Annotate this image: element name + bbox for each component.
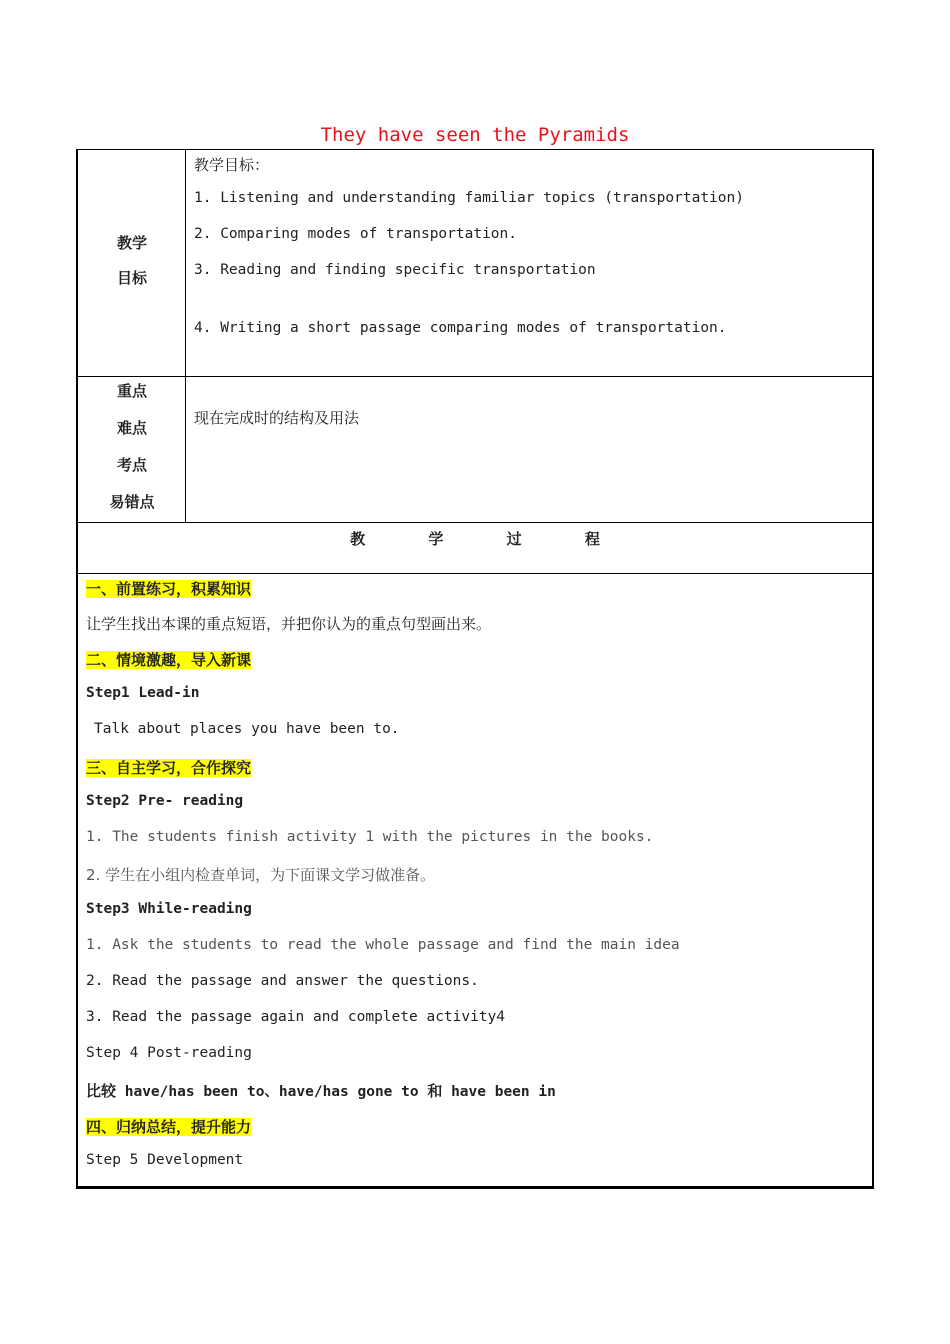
section-title (86, 578, 251, 599)
step3-item: 3. Read the passage again and complete activity4 (86, 1009, 506, 1025)
document-title: They have seen the Pyramids (320, 124, 630, 146)
lesson-plan-table (76, 149, 874, 1189)
process-header-char: 教 (350, 530, 366, 548)
process-header-char: 过 (506, 530, 522, 548)
section1-title: 一、前置练习，积累知识 (86, 580, 252, 598)
section3-title: 三、自主学习，合作探究 (86, 759, 252, 777)
key-points-content: 现在完成时的结构及用法 (194, 409, 360, 427)
section2-title: 二、情境激趣，导入新课 (86, 651, 252, 669)
section4-title: 四、归纳总结，提升能力 (86, 1118, 252, 1136)
objective-item: 1. Listening and understanding familiar topics (transportation) (194, 190, 744, 206)
step1-heading: Step1 Lead-in (86, 685, 200, 701)
objectives-label-line2: 目标 (116, 269, 147, 287)
objectives-label-line1: 教学 (116, 234, 147, 252)
process-header-char: 学 (428, 530, 444, 548)
row-divider (78, 573, 872, 574)
step2-item: 1. The students finish activity 1 with the pictures in the books. (86, 829, 654, 845)
key-points-label-item: 难点 (116, 419, 147, 437)
key-points-label (78, 380, 186, 512)
step2-heading: Step2 Pre- reading (86, 793, 244, 809)
row-divider (78, 522, 872, 523)
key-points-label-item: 重点 (116, 382, 147, 400)
step2-item: 2. 学生在小组内检查单词，为下面课文学习做准备。 (86, 866, 436, 884)
step3-heading: Step3 While-reading (86, 901, 252, 917)
objectives-label (78, 232, 186, 288)
section-title (86, 649, 251, 670)
step4-heading: Step 4 Post-reading (86, 1045, 252, 1061)
compare-end: have been in (442, 1084, 556, 1100)
objective-item: 3. Reading and finding specific transportation (194, 262, 596, 278)
compare-and: 和 (427, 1082, 443, 1100)
step3-item: 2. Read the passage and answer the questions. (86, 973, 479, 989)
key-points-label-item: 考点 (116, 456, 147, 474)
section1-text: 让学生找出本课的重点短语，并把你认为的重点句型画出来。 (86, 615, 492, 633)
compare-text: have/has been to、have/has gone to (116, 1084, 428, 1100)
step1-text: Talk about places you have been to. (94, 721, 400, 737)
row-divider (78, 376, 872, 377)
process-header-char: 程 (584, 530, 600, 548)
compare-prefix: 比较 (86, 1082, 117, 1100)
objective-item: 4. Writing a short passage comparing modes of transportation. (194, 320, 727, 336)
key-points-label-item: 易错点 (109, 493, 155, 511)
section-title (86, 757, 251, 778)
compare-line (86, 1080, 556, 1101)
section-title (86, 1116, 251, 1137)
process-header (78, 528, 872, 549)
step5-heading: Step 5 Development (86, 1152, 244, 1168)
objectives-heading: 教学目标： (194, 156, 270, 174)
objective-item: 2. Comparing modes of transportation. (194, 226, 518, 242)
step3-item: 1. Ask the students to read the whole passage and find the main idea (86, 937, 680, 953)
